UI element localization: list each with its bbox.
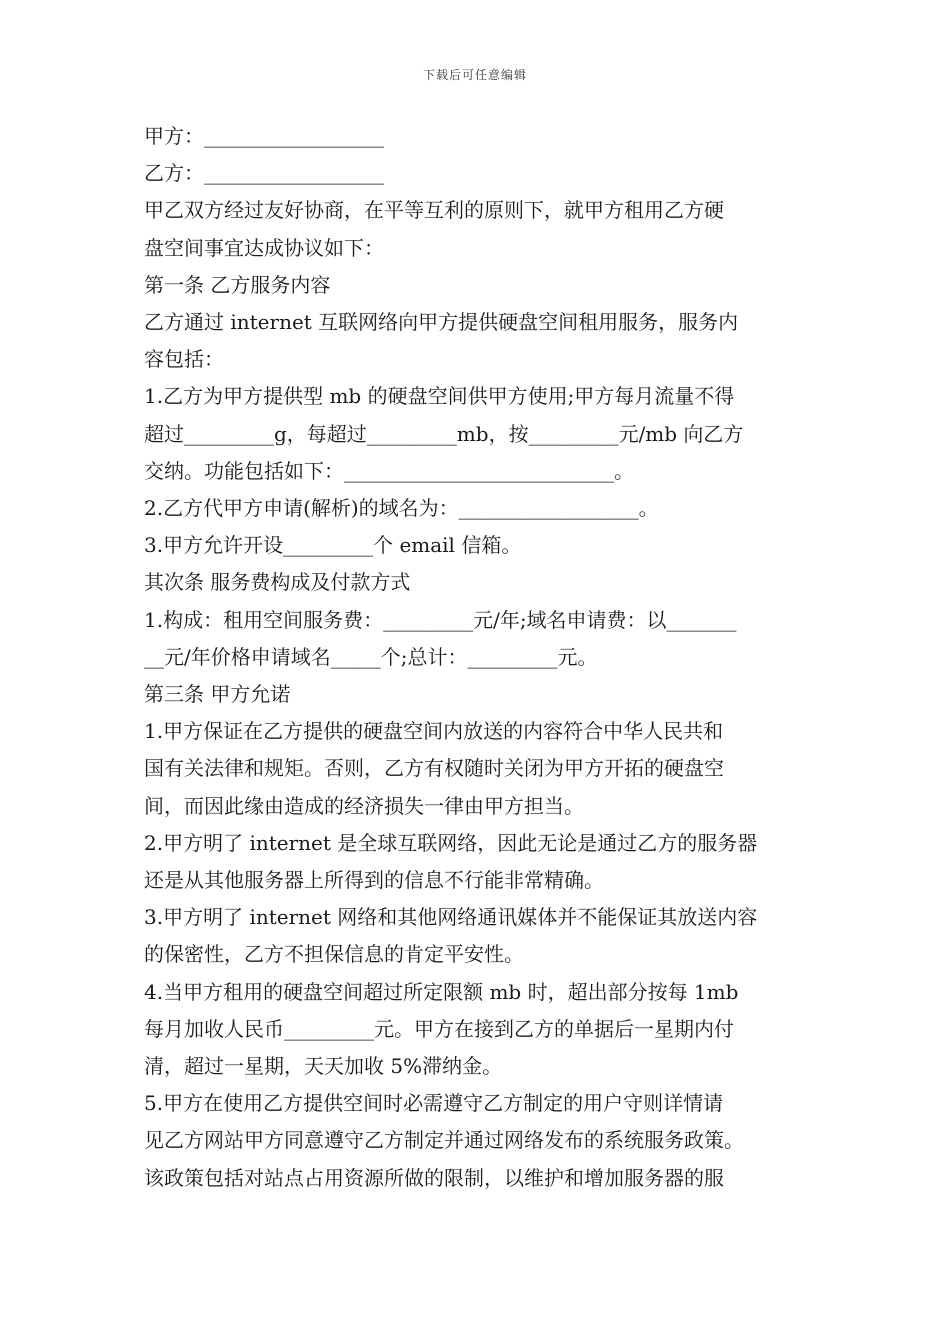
clause-line: 交纳。功能包括如下：___________________________。 [144, 458, 634, 483]
clause-line: 2.甲方明了 internet 是全球互联网络，因此无论是通过乙方的服务器 [144, 830, 758, 855]
preamble-line: 甲乙双方经过友好协商，在平等互利的原则下，就甲方租用乙方硬 [144, 198, 724, 223]
clause-line: 1.构成：租用空间服务费：_________元/年;域名申请费：以_______ [144, 607, 737, 632]
clause-line: 该政策包括对站点占用资源所做的限制，以维护和增加服务器的服 [144, 1165, 724, 1190]
clause-line: 间，而因此缘由造成的经济损失一律由甲方担当。 [144, 793, 584, 818]
clause-line: 国有关法律和规矩。否则，乙方有权随时关闭为甲方开拓的硬盘空 [144, 756, 724, 781]
preamble-line: 盘空间事宜达成协议如下： [144, 235, 384, 260]
clause-line: 1.甲方保证在乙方提供的硬盘空间内放送的内容符合中华人民共和 [144, 719, 724, 744]
clause-line: 还是从其他服务器上所得到的信息不行能非常精确。 [144, 868, 604, 893]
clause-line: 每月加收人民币_________元。甲方在接到乙方的单据后一星期内付 [144, 1016, 734, 1041]
page-header: 下载后可任意编辑 [422, 68, 527, 82]
clause-line: 清，超过一星期，天天加收 5%滞纳金。 [144, 1054, 503, 1079]
clause-line: 的保密性，乙方不担保信息的肯定平安性。 [144, 942, 524, 967]
article-heading: 第一条 乙方服务内容 [144, 272, 331, 297]
clause-line: 3.甲方允许开设_________个 email 信箱。 [144, 533, 522, 558]
paragraph-line: 乙方通过 internet 互联网络向甲方提供硬盘空间租用服务，服务内 [144, 310, 739, 335]
paragraph-line: 容包括： [144, 347, 224, 372]
clause-line: 见乙方网站甲方同意遵守乙方制定并通过网络发布的系统服务政策。 [144, 1128, 744, 1153]
clause-line: 3.甲方明了 internet 网络和其他网络通讯媒体并不能保证其放送内容 [144, 905, 758, 930]
clause-line: 超过_________g，每超过_________mb，按_________元/mb 向乙方 [144, 421, 744, 446]
party-a-line: 甲方：__________________ [144, 124, 384, 148]
clause-line: 4.当甲方租用的硬盘空间超过所定限额 mb 时，超出部分按每 1mb [144, 979, 739, 1004]
party-b-line: 乙方：__________________ [144, 161, 384, 186]
clause-line: 2.乙方代甲方申请(解析)的域名为：__________________。 [144, 496, 659, 521]
contract-body [144, 118, 812, 1197]
clause-line: __元/年价格申请域名_____个;总计：_________元。 [144, 644, 598, 669]
article-heading: 其次条 服务费构成及付款方式 [144, 570, 411, 595]
clause-line: 1.乙方为甲方提供型 mb 的硬盘空间供甲方使用;甲方每月流量不得 [144, 384, 735, 409]
clause-line: 5.甲方在使用乙方提供空间时必需遵守乙方制定的用户守则详情请 [144, 1091, 724, 1116]
article-heading: 第三条 甲方允诺 [144, 682, 291, 707]
